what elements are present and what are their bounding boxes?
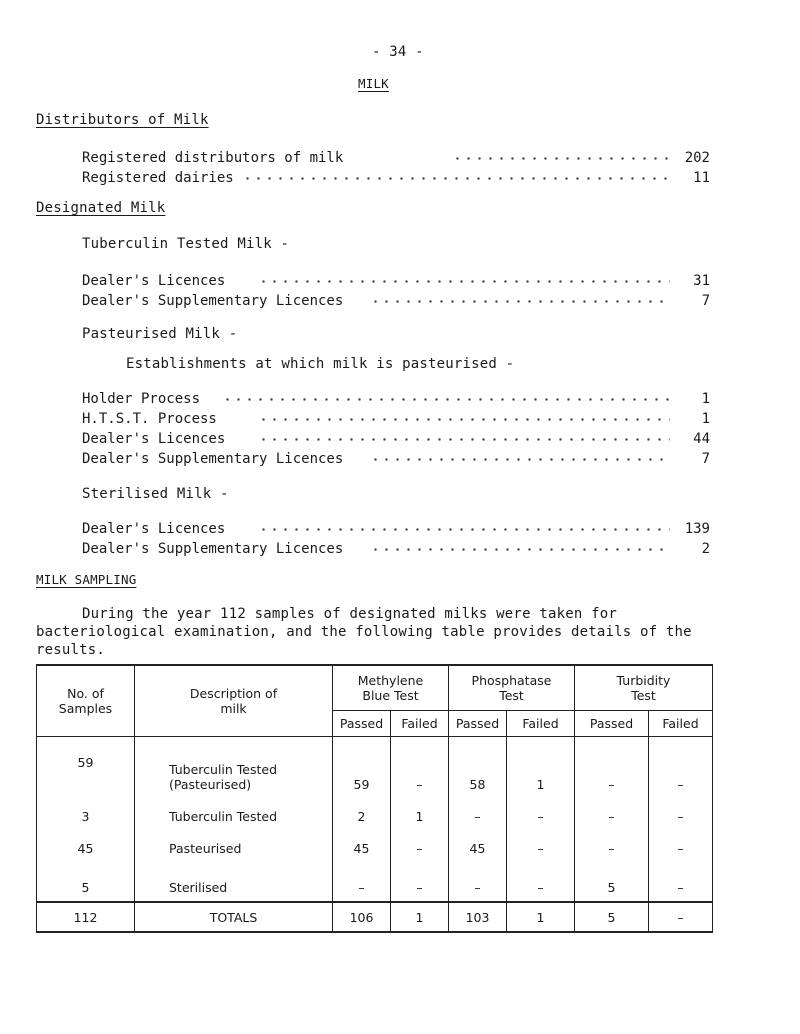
leader-dots bbox=[222, 398, 670, 401]
cell-ph-passed: 45 bbox=[449, 830, 507, 862]
cell-mb-passed: – bbox=[333, 862, 391, 902]
cell-samples: 45 bbox=[37, 830, 135, 862]
page-number: - 34 - bbox=[372, 44, 424, 60]
tuberculin-title: Tuberculin Tested Milk - bbox=[82, 236, 290, 252]
row-value: 1 bbox=[701, 391, 710, 407]
list-item bbox=[82, 293, 710, 311]
header-failed: Failed bbox=[391, 710, 449, 736]
leader-dots bbox=[258, 528, 670, 531]
cell-samples: 59 bbox=[37, 736, 135, 798]
cell-ph-passed: – bbox=[449, 862, 507, 902]
row-label: Dealer's Licences bbox=[82, 521, 226, 537]
list-item bbox=[82, 391, 710, 409]
cell-tu-failed: – bbox=[649, 798, 713, 830]
header-passed: Passed bbox=[333, 710, 391, 736]
leader-dots bbox=[370, 458, 670, 461]
table-row bbox=[37, 736, 713, 798]
cell-ph-passed: 58 bbox=[449, 736, 507, 798]
header-failed: Failed bbox=[507, 710, 575, 736]
cell-description: Tuberculin Tested bbox=[135, 798, 333, 830]
cell-mb-passed: 2 bbox=[333, 798, 391, 830]
row-label: Dealer's Licences bbox=[82, 273, 226, 289]
total-ph-passed: 103 bbox=[449, 902, 507, 932]
list-item bbox=[82, 273, 710, 291]
results-table bbox=[36, 664, 713, 933]
row-label: Dealer's Licences bbox=[82, 431, 226, 447]
totals-label: TOTALS bbox=[135, 902, 333, 932]
table-row bbox=[37, 798, 713, 830]
cell-ph-failed: – bbox=[507, 830, 575, 862]
row-label: H.T.S.T. Process bbox=[82, 411, 217, 427]
cell-ph-failed: 1 bbox=[507, 736, 575, 798]
leader-dots bbox=[258, 280, 670, 283]
cell-tu-passed: – bbox=[575, 736, 649, 798]
cell-tu-failed: – bbox=[649, 830, 713, 862]
list-item bbox=[82, 170, 710, 188]
cell-mb-failed: – bbox=[391, 830, 449, 862]
total-samples: 112 bbox=[37, 902, 135, 932]
cell-tu-failed: – bbox=[649, 862, 713, 902]
cell-description: Sterilised bbox=[135, 862, 333, 902]
sampling-paragraph-line: During the year 112 samples of designated milks were taken for bbox=[82, 606, 617, 622]
list-item bbox=[82, 451, 710, 469]
sampling-title: MILK SAMPLING bbox=[36, 572, 137, 587]
table-row bbox=[37, 862, 713, 902]
cell-tu-failed: – bbox=[649, 736, 713, 798]
list-item bbox=[82, 541, 710, 559]
header-passed: Passed bbox=[575, 710, 649, 736]
total-tu-passed: 5 bbox=[575, 902, 649, 932]
row-label: Registered dairies bbox=[82, 170, 234, 186]
leader-dots bbox=[452, 157, 670, 160]
leader-dots bbox=[258, 418, 670, 421]
row-label: Holder Process bbox=[82, 391, 201, 407]
row-value: 139 bbox=[684, 521, 710, 537]
header-failed: Failed bbox=[649, 710, 713, 736]
cell-tu-passed: – bbox=[575, 830, 649, 862]
cell-samples: 3 bbox=[37, 798, 135, 830]
cell-description: Tuberculin Tested (Pasteurised) bbox=[135, 736, 333, 798]
cell-tu-passed: – bbox=[575, 798, 649, 830]
cell-mb-failed: – bbox=[391, 736, 449, 798]
row-label: Dealer's Supplementary Licences bbox=[82, 293, 344, 309]
list-item bbox=[82, 521, 710, 539]
list-item bbox=[82, 150, 710, 168]
row-value: 202 bbox=[684, 150, 710, 166]
header-passed: Passed bbox=[449, 710, 507, 736]
cell-ph-passed: – bbox=[449, 798, 507, 830]
row-value: 1 bbox=[701, 411, 710, 427]
cell-mb-passed: 45 bbox=[333, 830, 391, 862]
leader-dots bbox=[370, 548, 670, 551]
row-value: 11 bbox=[693, 170, 710, 186]
header-phosphatase: Phosphatase Test bbox=[449, 665, 575, 710]
total-tu-failed: – bbox=[649, 902, 713, 932]
row-value: 31 bbox=[693, 273, 710, 289]
designated-title: Designated Milk bbox=[36, 200, 166, 216]
row-value: 7 bbox=[701, 451, 710, 467]
sampling-paragraph-line: results. bbox=[36, 642, 106, 658]
table-row bbox=[37, 830, 713, 862]
leader-dots bbox=[258, 438, 670, 441]
row-value: 7 bbox=[701, 293, 710, 309]
row-label: Dealer's Supplementary Licences bbox=[82, 541, 344, 557]
total-mb-failed: 1 bbox=[391, 902, 449, 932]
row-label: Registered distributors of milk bbox=[82, 150, 344, 166]
header-methylene: Methylene Blue Test bbox=[333, 665, 449, 710]
list-item bbox=[82, 411, 710, 429]
leader-dots bbox=[242, 177, 670, 180]
cell-samples: 5 bbox=[37, 862, 135, 902]
totals-row bbox=[37, 902, 713, 932]
cell-description: Pasteurised bbox=[135, 830, 333, 862]
distributors-title: Distributors of Milk bbox=[36, 112, 209, 128]
total-ph-failed: 1 bbox=[507, 902, 575, 932]
row-value: 2 bbox=[701, 541, 710, 557]
pasteurised-subtitle: Establishments at which milk is pasteurised - bbox=[126, 356, 515, 372]
cell-mb-passed: 59 bbox=[333, 736, 391, 798]
row-value: 44 bbox=[693, 431, 710, 447]
header-samples: No. of Samples bbox=[37, 665, 135, 736]
cell-mb-failed: – bbox=[391, 862, 449, 902]
cell-tu-passed: 5 bbox=[575, 862, 649, 902]
cell-ph-failed: – bbox=[507, 798, 575, 830]
pasteurised-title: Pasteurised Milk - bbox=[82, 326, 238, 342]
header-turbidity: Turbidity Test bbox=[575, 665, 713, 710]
row-label: Dealer's Supplementary Licences bbox=[82, 451, 344, 467]
list-item bbox=[82, 431, 710, 449]
sterilised-title: Sterilised Milk - bbox=[82, 486, 229, 502]
sampling-paragraph-line: bacteriological examination, and the following table provides details of the bbox=[36, 624, 692, 640]
cell-ph-failed: – bbox=[507, 862, 575, 902]
leader-dots bbox=[370, 300, 670, 303]
page-heading: MILK bbox=[358, 76, 389, 91]
total-mb-passed: 106 bbox=[333, 902, 391, 932]
header-description: Description of milk bbox=[135, 665, 333, 736]
cell-mb-failed: 1 bbox=[391, 798, 449, 830]
